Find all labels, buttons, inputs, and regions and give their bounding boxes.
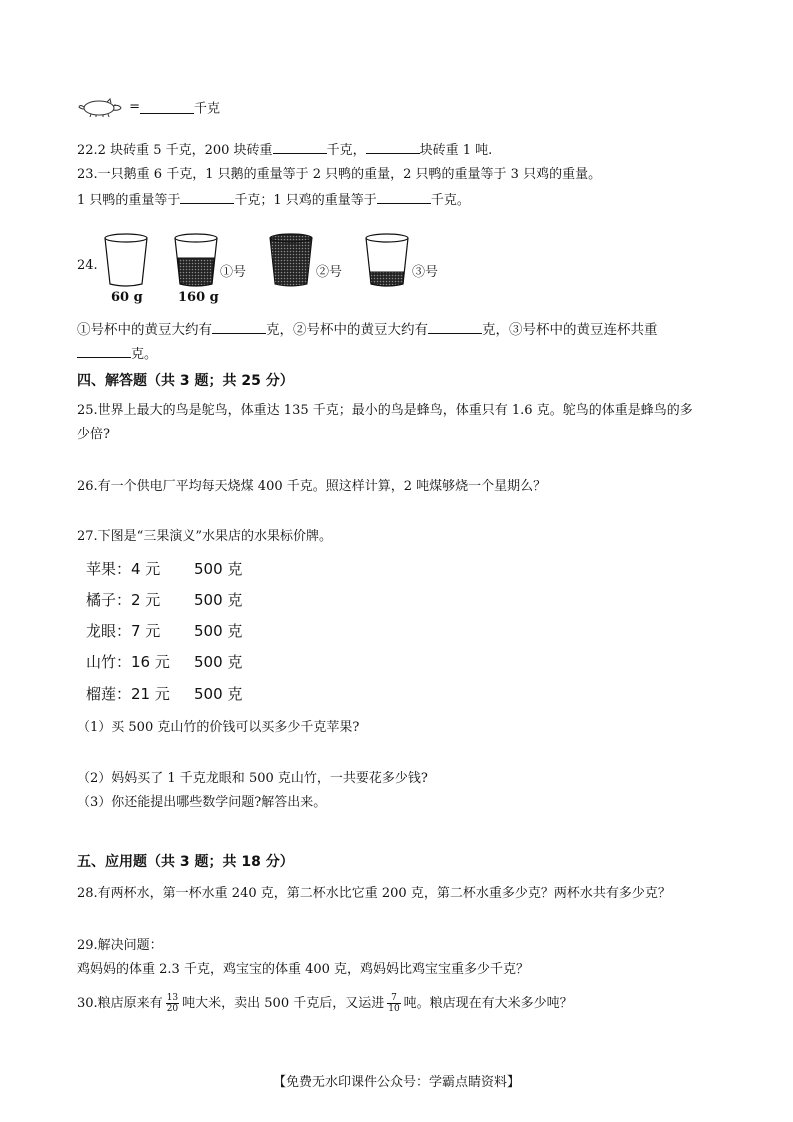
q30-text-a: 30.粮店原来有: [77, 996, 163, 1011]
q24-text-a: ①号杯中的黄豆大约有: [77, 322, 212, 338]
q27-sub-2: （2）妈妈买了 1 千克龙眼和 500 克山竹，一共要花多少钱?: [77, 771, 428, 786]
fruit-price: 山竹：16 元: [86, 653, 170, 671]
q23-blank-2[interactable]: [377, 191, 431, 204]
fruit-price: 榴莲：21 元: [86, 685, 170, 703]
q23-text-a: 1 只鸭的重量等于: [77, 193, 181, 208]
q21-unit: 千克: [194, 101, 221, 117]
q24-blank-3[interactable]: [77, 345, 131, 358]
q29-line-2: 鸡妈妈的体重 2.3 千克，鸡宝宝的体重 400 克，鸡妈妈比鸡宝宝重多少千克？: [77, 962, 530, 977]
q25-line-1: 25.世界上最大的鸟是鸵鸟，体重达 135 千克；最小的鸟是蜂鸟，体重只有 1.6 克。鸵鸟的体重是蜂鸟的多: [77, 403, 693, 418]
q21-line: [77, 96, 220, 120]
fruit-weight: 500 克: [194, 653, 243, 671]
cup-beans-3-icon: [364, 232, 410, 288]
q28-text: 28.有两杯水，第一杯水重 240 克，第二杯水比它重 200 克，第二杯水重多少克？两杯水共有多少克？: [77, 886, 671, 901]
cup-beans-1-icon: [173, 232, 219, 288]
q23-line-1: 23.一只鹅重 6 千克，1 只鹅的重量等于 2 只鸭的重量，2 只鸭的重量等于 3 只鸡的重量。: [77, 167, 602, 182]
fruit-weight: 500 克: [194, 685, 243, 703]
cup1-weight: 160 g: [178, 290, 219, 305]
q22-blank-2[interactable]: [366, 141, 420, 154]
q24-line-2: [77, 345, 157, 364]
q24-number: 24.: [77, 258, 98, 273]
fruit-row-orange: [86, 589, 242, 610]
cup-empty-icon: [103, 232, 149, 288]
q23-blank-1[interactable]: [180, 191, 234, 204]
section4-title: 四、解答题（共 3 题；共 25 分）: [77, 373, 294, 389]
q30-text-b: 吨大米，卖出 500 千克后，又运进: [182, 996, 385, 1011]
fruit-row-apple: [86, 558, 242, 579]
fruit-row-longan: [86, 620, 242, 641]
q24-text-d: 克。: [131, 347, 158, 362]
fraction-numerator: 7: [387, 993, 400, 1004]
q21-equals: =: [129, 99, 141, 115]
q30-text-c: 吨。粮店现在有大米多少吨？: [403, 996, 573, 1011]
q27-sub-1: （1）买 500 克山竹的价钱可以买多少千克苹果?: [77, 720, 360, 735]
q22-line: [77, 141, 492, 160]
cup1-name: ①号: [220, 265, 247, 280]
cup3-name: ③号: [412, 265, 439, 280]
section5-title: 五、应用题（共 3 题；共 18 分）: [77, 854, 294, 870]
page-footer: 【免费无水印课件公众号：学霸点睛资料】: [272, 1075, 520, 1090]
q21-blank[interactable]: [140, 101, 194, 114]
cup0-weight: 60 g: [111, 290, 143, 305]
q30-line: [77, 990, 573, 1018]
cup-beans-2-icon: [268, 232, 314, 288]
q24-blank-2[interactable]: [428, 321, 482, 334]
q23-text-c: 千克。: [430, 193, 470, 208]
q23-line-2: [77, 191, 470, 210]
q22-text-b: 千克，: [326, 143, 366, 158]
q26-text: 26.有一个供电厂平均每天烧煤 400 千克。照这样计算，2 吨煤够烧一个星期么？: [77, 479, 547, 494]
q30-fraction-1: [166, 993, 179, 1014]
fruit-price: 橘子：2 元: [86, 591, 161, 609]
fraction-denominator: 10: [388, 1004, 400, 1014]
q27-sub-3: （3）你还能提出哪些数学问题?解答出来。: [77, 795, 327, 810]
q24-blank-1[interactable]: [212, 321, 266, 334]
pig-icon: [77, 96, 125, 118]
fraction-numerator: 13: [166, 993, 179, 1003]
q22-text-c: 块砖重 1 吨.: [419, 143, 493, 158]
fruit-weight: 500 克: [194, 560, 243, 578]
fraction-denominator: 20: [166, 1004, 179, 1014]
q27-intro: 27.下图是“三果演义”水果店的水果标价牌。: [77, 529, 332, 544]
fruit-price: 龙眼：7 元: [86, 622, 161, 640]
q22-blank-1[interactable]: [273, 141, 327, 154]
q29-line-1: 29.解决问题：: [77, 938, 163, 953]
fruit-weight: 500 克: [194, 622, 243, 640]
fruit-row-durian: [86, 683, 242, 704]
fruit-row-mangosteen: [86, 651, 242, 672]
q25-line-2: 少倍?: [77, 427, 110, 442]
q24-line-1: [77, 321, 658, 339]
q23-text-b: 千克；1 只鸡的重量等于: [234, 193, 377, 208]
cup2-name: ②号: [316, 265, 343, 280]
q24-text-c: 克，③号杯中的黄豆连杯共重: [482, 322, 658, 338]
q30-fraction-2: [387, 993, 400, 1014]
q24-text-b: 克，②号杯中的黄豆大约有: [266, 322, 428, 338]
fruit-weight: 500 克: [194, 591, 243, 609]
fruit-price: 苹果：4 元: [86, 560, 161, 578]
q22-text-a: 22.2 块砖重 5 千克，200 块砖重: [77, 143, 273, 158]
